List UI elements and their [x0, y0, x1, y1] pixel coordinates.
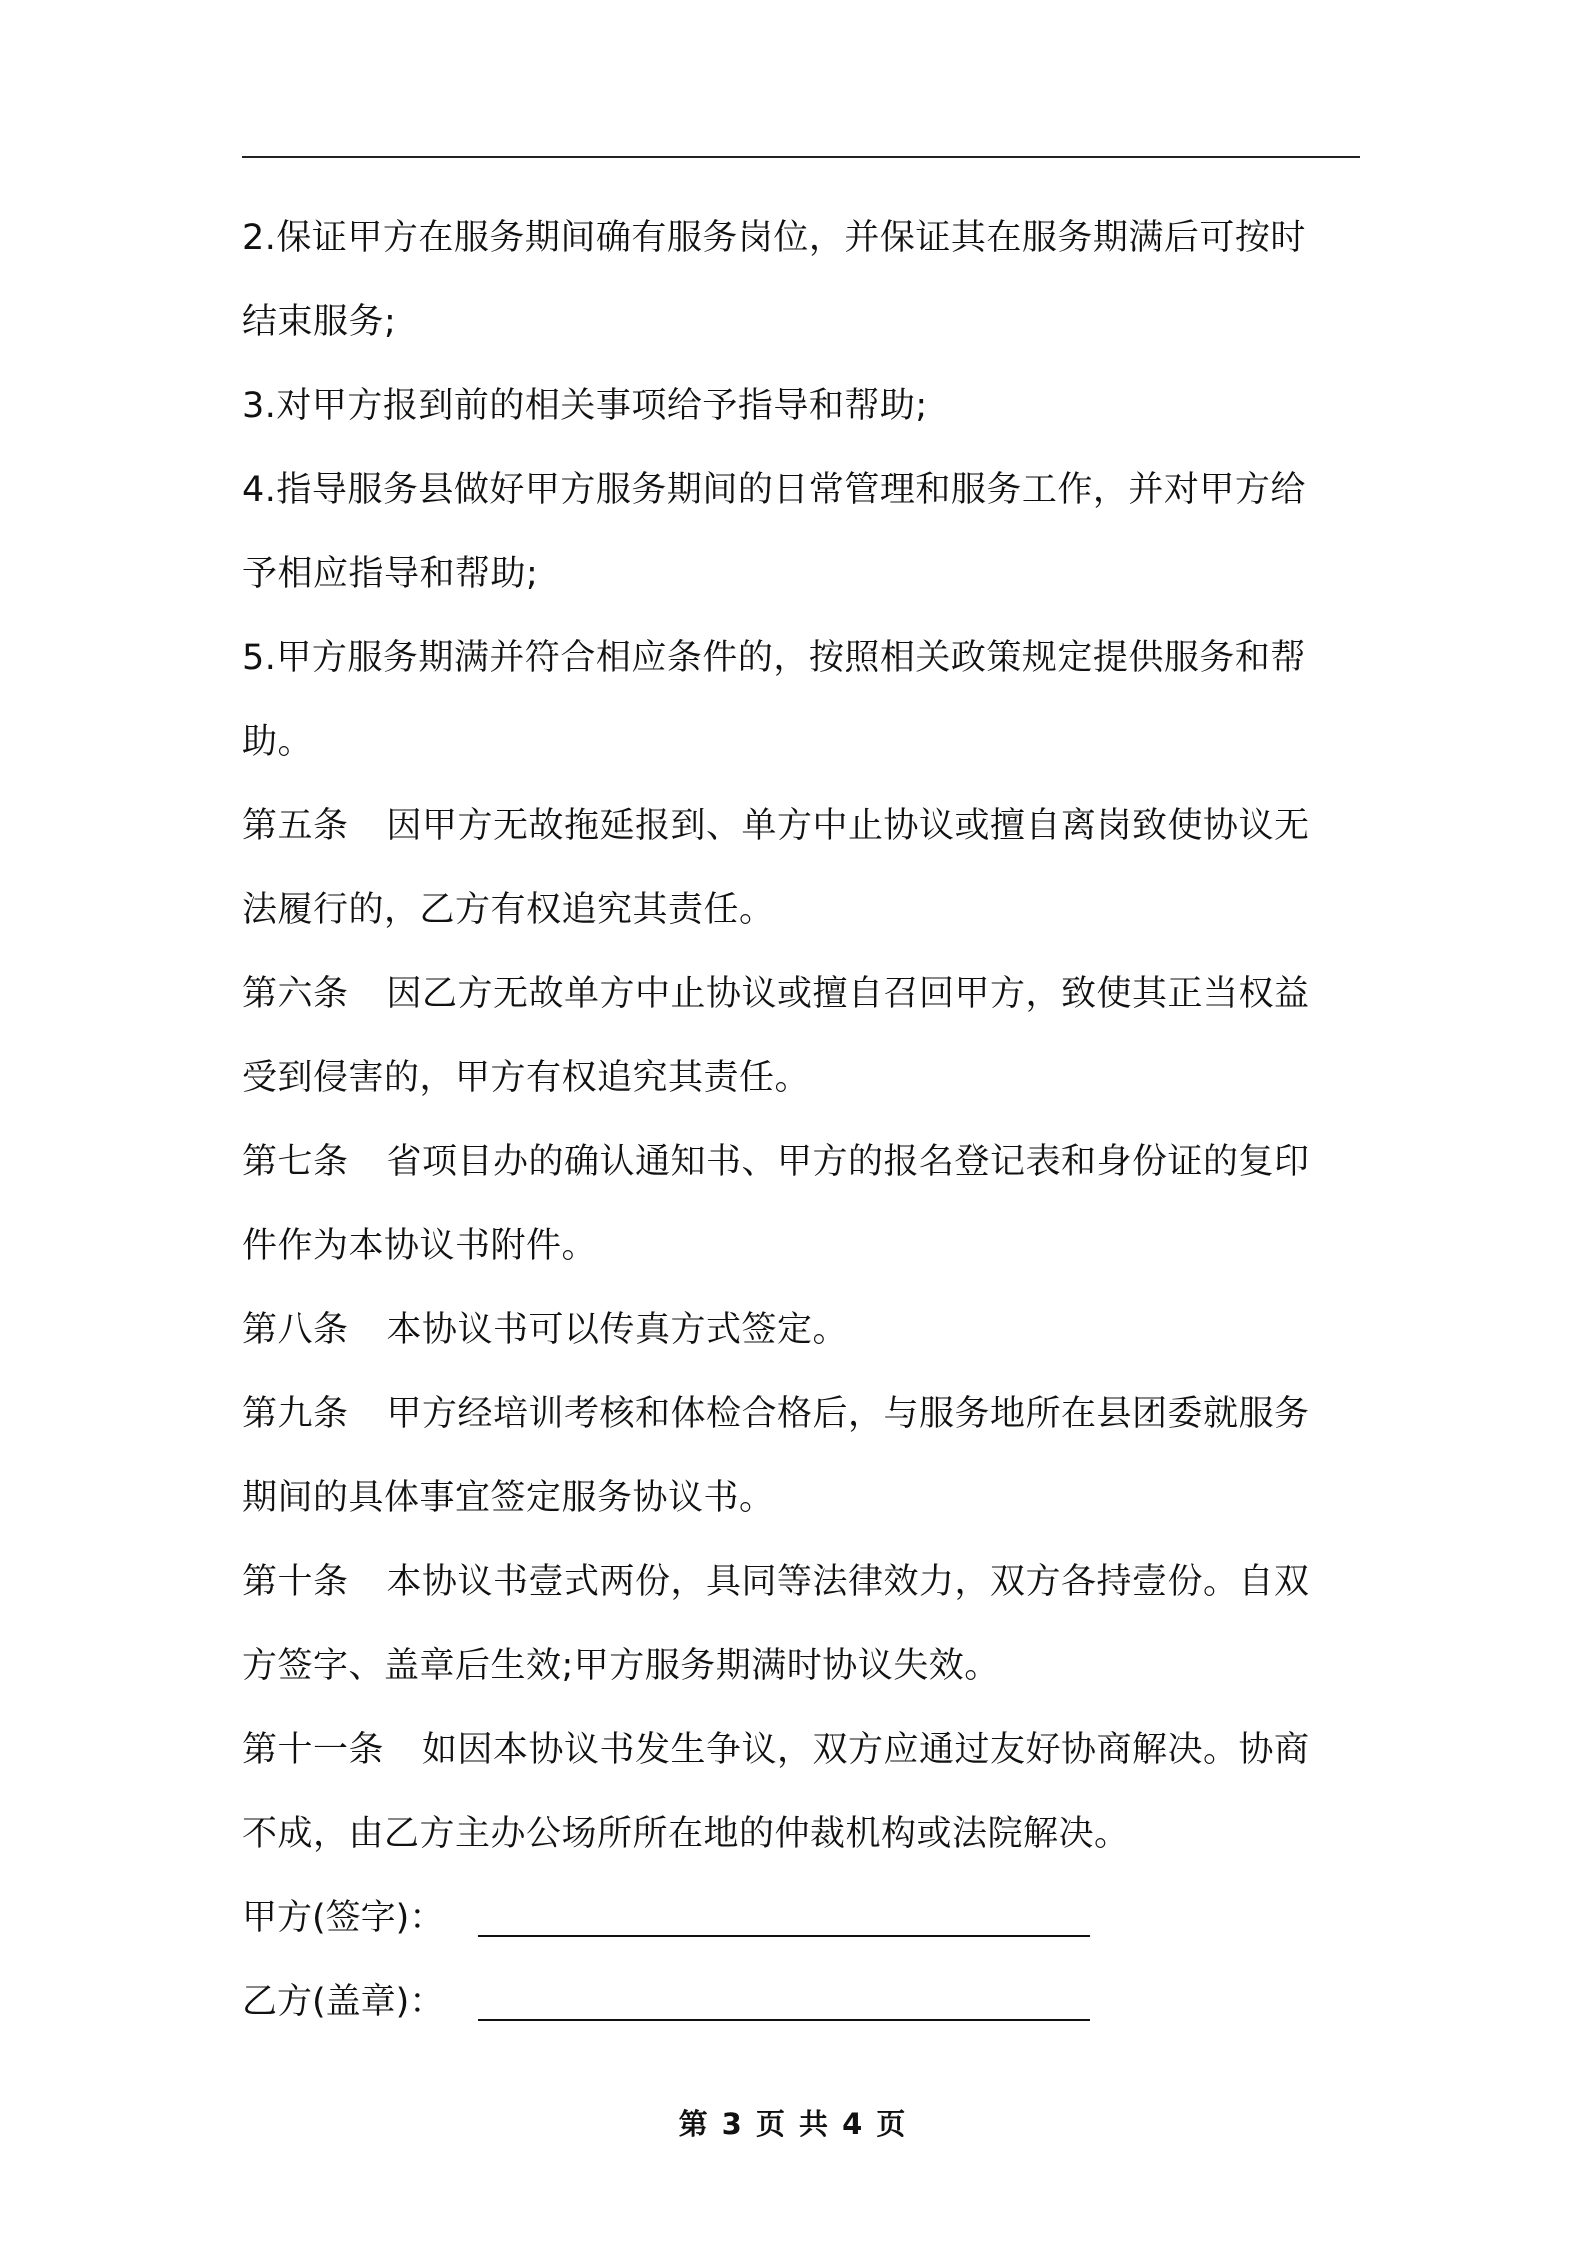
article-number: 第十条 [242, 1562, 349, 1602]
article-number: 第七条 [242, 1142, 349, 1182]
article-number: 第九条 [242, 1394, 349, 1434]
article-text: 因甲方无故拖延报到、单方中止协议或擅自离岗致使协议无 [386, 806, 1310, 846]
article-9-cont: 期间的具体事宜签定服务协议书。 [242, 1478, 775, 1518]
body-line: 结束服务; [242, 302, 397, 342]
header-rule [242, 156, 1360, 158]
body-line: 予相应指导和帮助; [242, 554, 539, 594]
body-line: 5.甲方服务期满并符合相应条件的，按照相关政策规定提供服务和帮 [242, 638, 1306, 678]
article-11-cont: 不成，由乙方主办公场所所在地的仲裁机构或法院解决。 [242, 1814, 1130, 1854]
article-number: 第八条 [242, 1310, 349, 1350]
article-text: 省项目办的确认通知书、甲方的报名登记表和身份证的复印 [386, 1142, 1310, 1182]
article-9 [242, 1372, 1360, 1456]
signature-blank-line [478, 2019, 1090, 2021]
article-text: 甲方经培训考核和体检合格后，与服务地所在县团委就服务 [386, 1394, 1310, 1434]
article-text: 因乙方无故单方中止协议或擅自召回甲方，致使其正当权益 [386, 974, 1310, 1014]
signature-label: 甲方(签字)： [242, 1898, 445, 1938]
article-text: 本协议书壹式两份，具同等法律效力，双方各持壹份。自双 [386, 1562, 1310, 1602]
article-5 [242, 784, 1360, 868]
article-number: 第五条 [242, 806, 349, 846]
body-line: 助。 [242, 722, 314, 762]
signature-party-b [242, 1960, 1360, 2044]
article-11 [242, 1708, 1360, 1792]
article-7 [242, 1120, 1360, 1204]
article-6-cont: 受到侵害的，甲方有权追究其责任。 [242, 1058, 811, 1098]
body-line: 3.对甲方报到前的相关事项给予指导和帮助; [242, 386, 928, 426]
article-10-cont: 方签字、盖章后生效;甲方服务期满时协议失效。 [242, 1646, 1000, 1686]
article-text: 本协议书可以传真方式签定。 [386, 1310, 849, 1350]
article-6 [242, 952, 1360, 1036]
page-number-footer: 第 3 页 共 4 页 [678, 2107, 908, 2141]
article-5-cont: 法履行的，乙方有权追究其责任。 [242, 890, 775, 930]
body-line: 4.指导服务县做好甲方服务期间的日常管理和服务工作，并对甲方给 [242, 470, 1306, 510]
article-number: 第六条 [242, 974, 349, 1014]
article-7-cont: 件作为本协议书附件。 [242, 1226, 598, 1266]
body-line: 2.保证甲方在服务期间确有服务岗位，并保证其在服务期满后可按时 [242, 218, 1306, 258]
article-text: 如因本协议书发生争议，双方应通过友好协商解决。协商 [422, 1730, 1310, 1770]
article-number: 第十一条 [242, 1730, 385, 1770]
signature-blank-line [478, 1935, 1090, 1937]
signature-label: 乙方(盖章)： [242, 1982, 445, 2022]
article-8 [242, 1288, 1360, 1372]
article-10 [242, 1540, 1360, 1624]
signature-party-a [242, 1876, 1360, 1960]
document-body [242, 196, 1360, 2044]
